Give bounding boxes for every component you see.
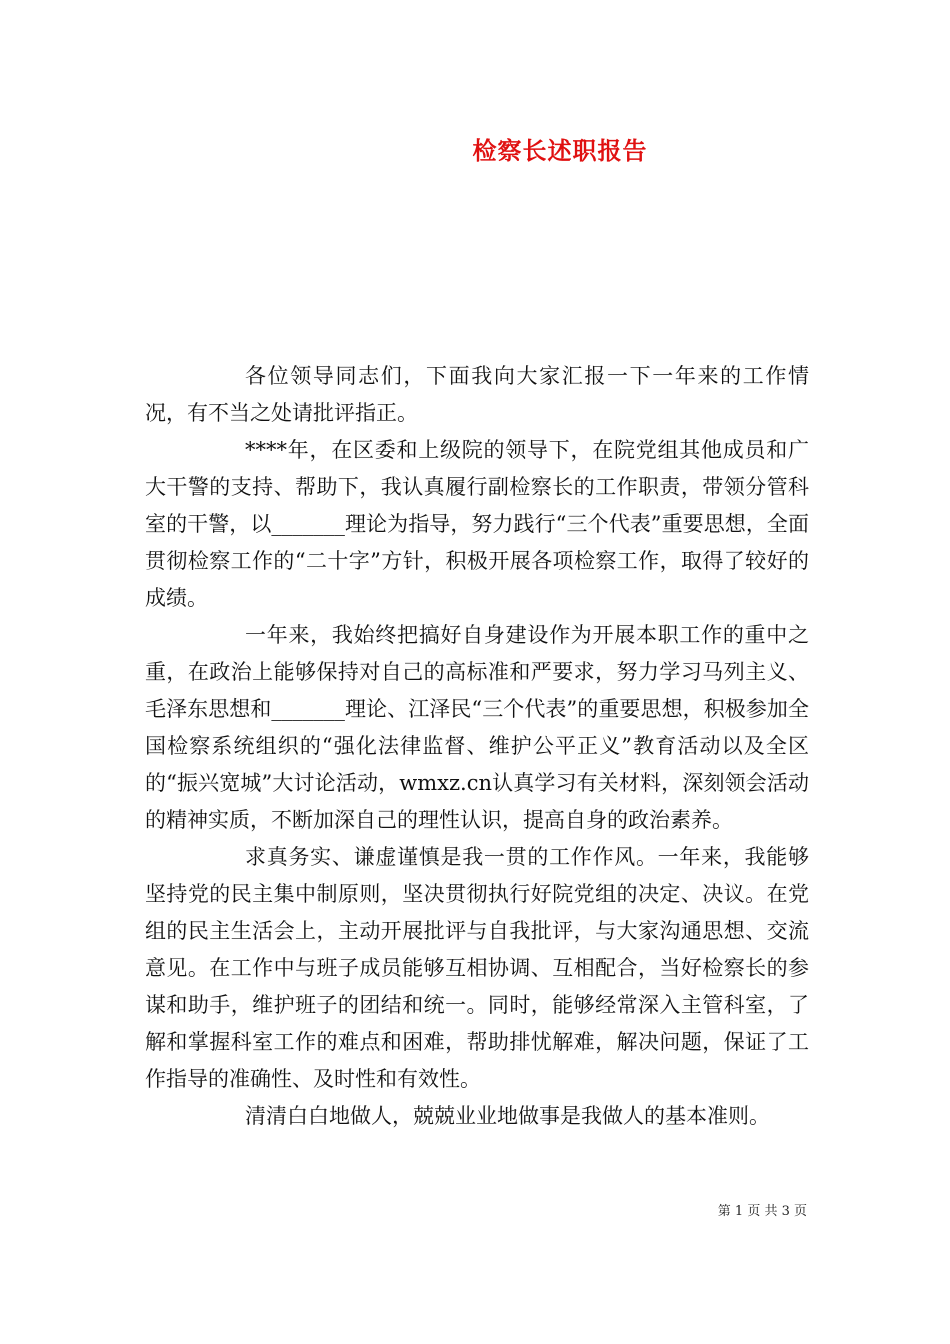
document-title: 检察长述职报告 [472, 136, 648, 165]
paragraph-greeting: 各位领导同志们，下面我向大家汇报一下一年来的工作情况，有不当之处请批评指正。 [145, 364, 809, 425]
paragraph-overview: ****年，在区委和上级院的领导下，在院党组其他成员和广大干警的支持、帮助下，我认真履行副检察长的工作职责，带领分管科室的干警，以_______理论为指导，努力践行“三个代表”重要思想，全面贯彻检察工作的“二十字”方针，积极开展各项检察工作，取得了较好的成绩。 [145, 438, 809, 610]
paragraph-self-development: 一年来，我始终把搞好自身建设作为开展本职工作的重中之重，在政治上能够保持对自己的高标准和严要求，努力学习马列主义、毛泽东思想和_______理论、江泽民“三个代表”的重要思想，积极参加全国检察系统组织的“强化法律监督、维护公平正义”教育活动以及全区的“振兴宽城”大讨论活动，wmxz.cn认真学习有关材料，深刻领会活动的精神实质，不断加深自己的理性认识，提高自身的政治素养。 [145, 623, 809, 832]
paragraph-work-style: 求真务实、谦虚谨慎是我一贯的工作作风。一年来，我能够坚持党的民主集中制原则，坚决贯彻执行好院党组的决定、决议。在党组的民主生活会上，主动开展批评与自我批评，与大家沟通思想、交流意见。在工作中与班子成员能够互相协调、互相配合，当好检察长的参谋和助手，维护班子的团结和统一。同时，能够经常深入主管科室，了解和掌握科室工作的难点和困难，帮助排忧解难，解决问题，保证了工作指导的准确性、及时性和有效性。 [145, 845, 809, 1091]
paragraph-principles: 清清白白地做人，兢兢业业地做事是我做人的基本准则。 [245, 1104, 770, 1128]
document-body [145, 358, 809, 1135]
page-number-footer: 第 1 页 共 3 页 [717, 1204, 807, 1219]
